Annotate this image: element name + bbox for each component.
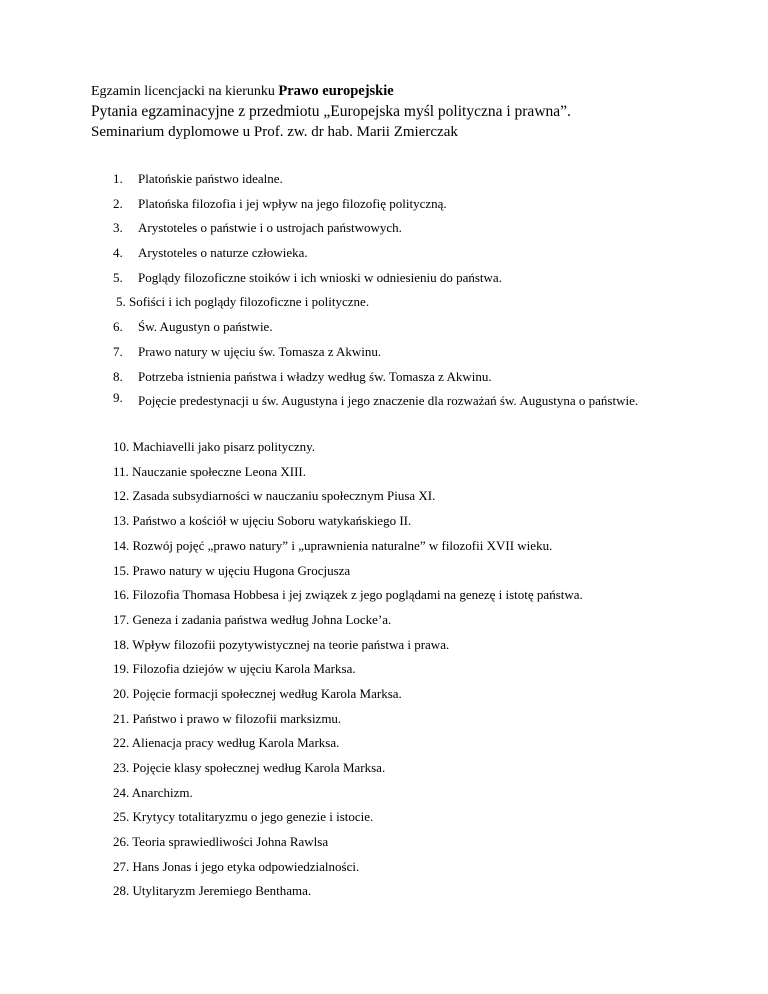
question-text: Krytycy totalitaryzmu o jego genezie i istocie. bbox=[132, 809, 374, 825]
question-number: 25. bbox=[113, 809, 130, 825]
question-text: Platońska filozofia i jej wpływ na jego filozofię polityczną. bbox=[138, 195, 447, 211]
question-text: Utylitaryzm Jeremiego Benthama. bbox=[132, 883, 312, 899]
question-text: Geneza i zadania państwa według Johna Locke’a. bbox=[132, 611, 392, 627]
seminar-line: Seminarium dyplomowe u Prof. zw. dr hab. Marii Zmierczak bbox=[91, 124, 458, 140]
question-number: 23. bbox=[113, 760, 130, 776]
question-number: 24. bbox=[113, 784, 130, 800]
question-text: Państwo a kościół w ujęciu Soboru watykańskiego II. bbox=[132, 513, 412, 529]
question-item bbox=[113, 269, 703, 294]
question-item bbox=[113, 685, 703, 710]
question-item bbox=[113, 710, 703, 735]
question-number: 5. bbox=[116, 294, 126, 310]
question-number: 3. bbox=[113, 220, 123, 236]
question-text: Pojęcie klasy społecznej według Karola Marksa. bbox=[132, 760, 386, 776]
exam-title-line bbox=[91, 81, 731, 102]
question-text: Alienacja pracy według Karola Marksa. bbox=[131, 735, 340, 751]
question-text: Hans Jonas i jego etyka odpowiedzialności. bbox=[132, 858, 360, 874]
question-number: 11. bbox=[113, 463, 129, 479]
question-text: Państwo i prawo w filozofii marksizmu. bbox=[132, 710, 342, 726]
question-number: 4. bbox=[113, 245, 123, 261]
question-item bbox=[113, 833, 703, 858]
question-number: 10. bbox=[113, 439, 130, 455]
question-item bbox=[113, 438, 703, 463]
question-text: Pojęcie formacji społecznej według Karola Marksa. bbox=[132, 685, 402, 701]
question-item bbox=[113, 219, 703, 244]
question-item bbox=[113, 734, 703, 759]
question-number: 7. bbox=[113, 343, 123, 359]
question-text: Filozofia Thomasa Hobbesa i jej związek z jego poglądami na genezę i istotę państwa. bbox=[132, 587, 583, 603]
question-item bbox=[113, 858, 703, 883]
question-item bbox=[113, 611, 703, 636]
question-text: Pojęcie predestynacji u św. Augustyna i jego znaczenie dla rozważań św. Augustyna o państwie. bbox=[138, 392, 639, 408]
question-text: Nauczanie społeczne Leona XIII. bbox=[132, 463, 306, 479]
question-text: Anarchizm. bbox=[131, 784, 193, 800]
question-item bbox=[113, 562, 703, 587]
question-text: Platońskie państwo idealne. bbox=[138, 171, 283, 186]
question-text: Arystoteles o naturze człowieka. bbox=[138, 245, 308, 261]
question-list bbox=[113, 170, 703, 907]
question-number: 28. bbox=[113, 883, 130, 899]
program-name: Prawo europejskie bbox=[278, 83, 394, 99]
question-number: 14. bbox=[113, 537, 130, 553]
question-text: Teoria sprawiedliwości Johna Rawlsa bbox=[132, 834, 329, 850]
question-item bbox=[113, 636, 703, 661]
question-number: 19. bbox=[113, 661, 130, 677]
question-number: 22. bbox=[113, 735, 130, 751]
question-number: 18. bbox=[113, 636, 130, 652]
question-item bbox=[116, 293, 703, 318]
question-item bbox=[113, 586, 703, 611]
document-header bbox=[91, 81, 731, 142]
question-number: 5. bbox=[113, 269, 123, 285]
question-item bbox=[113, 463, 703, 488]
question-number: 26. bbox=[113, 834, 130, 850]
question-number: 16. bbox=[113, 587, 130, 603]
question-text: Zasada subsydiarności w nauczaniu społecznym Piusa XI. bbox=[132, 488, 436, 504]
question-item bbox=[113, 784, 703, 809]
question-text: Potrzeba istnienia państwa i władzy według św. Tomasza z Akwinu. bbox=[138, 368, 492, 384]
question-text: Poglądy filozoficzne stoików i ich wnioski w odniesieniu do państwa. bbox=[138, 269, 502, 285]
question-item bbox=[113, 389, 703, 438]
question-text: Prawo natury w ujęciu Hugona Grocjusza bbox=[132, 562, 351, 578]
question-text: Machiavelli jako pisarz polityczny. bbox=[132, 439, 316, 455]
question-text: Filozofia dziejów w ujęciu Karola Marksa. bbox=[132, 661, 356, 677]
question-item bbox=[113, 512, 703, 537]
question-item bbox=[113, 759, 703, 784]
question-text: Wpływ filozofii pozytywistycznej na teorie państwa i prawa. bbox=[132, 636, 450, 652]
question-number: 20. bbox=[113, 685, 130, 701]
question-number: 8. bbox=[113, 368, 123, 384]
question-text: Rozwój pojęć „prawo natury” i „uprawnienia naturalne” w filozofii XVII wieku. bbox=[132, 537, 553, 553]
question-item bbox=[113, 537, 703, 562]
question-number: 21. bbox=[113, 710, 130, 726]
question-number: 12. bbox=[113, 488, 130, 504]
question-item bbox=[113, 318, 703, 343]
question-item bbox=[113, 195, 703, 220]
question-item bbox=[113, 487, 703, 512]
question-text: Arystoteles o państwie i o ustrojach państwowych. bbox=[138, 220, 402, 236]
question-number: 17. bbox=[113, 611, 130, 627]
question-text: Prawo natury w ujęciu św. Tomasza z Akwinu. bbox=[138, 343, 382, 359]
question-number: 27. bbox=[113, 858, 130, 874]
question-item bbox=[113, 244, 703, 269]
question-number: 13. bbox=[113, 513, 130, 529]
question-number: 2. bbox=[113, 195, 123, 211]
question-item bbox=[113, 882, 703, 907]
question-number: 6. bbox=[113, 319, 123, 335]
subject-line: Pytania egzaminacyjne z przedmiotu „Europejska myśl polityczna i prawna”. bbox=[91, 103, 571, 120]
question-item bbox=[113, 343, 703, 368]
question-text: Sofiści i ich poglądy filozoficzne i polityczne. bbox=[129, 294, 370, 310]
question-number: 15. bbox=[113, 562, 130, 578]
question-item bbox=[113, 170, 703, 195]
question-number: 9. bbox=[113, 389, 123, 405]
exam-title-prefix: Egzamin licencjacki na kierunku bbox=[91, 84, 279, 99]
question-number: 1. bbox=[113, 171, 123, 186]
question-item bbox=[113, 660, 703, 685]
question-item bbox=[113, 808, 703, 833]
question-text: Św. Augustyn o państwie. bbox=[138, 319, 273, 335]
